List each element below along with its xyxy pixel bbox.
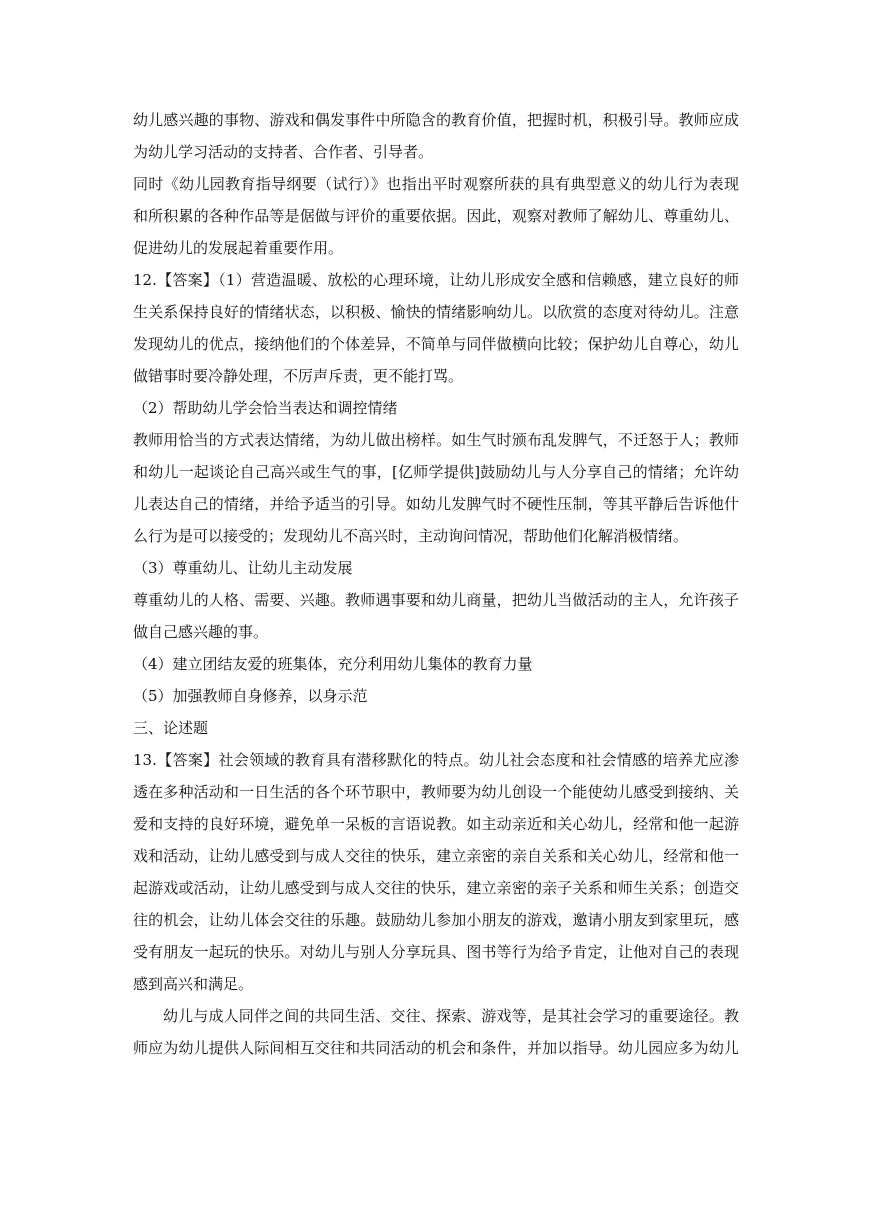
text-line: 和幼儿一起谈论自己高兴或生气的事，[亿师学提供]鼓励幼儿与人分享自己的情绪；允许幼	[133, 463, 739, 481]
text-line: 尊重幼儿的人格、需要、兴趣。教师遇事要和幼儿商量，把幼儿当做活动的主人，允许孩子	[133, 591, 739, 609]
section-title: 三、论述题	[133, 719, 209, 737]
paragraph-2	[133, 168, 739, 264]
text-line: 爱和支持的良好环境，避免单一呆板的言语说教。如主动亲近和关心幼儿，经常和他一起游	[133, 815, 739, 833]
text-line: （4）建立团结友爱的班集体，充分利用幼儿集体的教育力量	[133, 655, 533, 673]
text-line: （5）加强教师自身修养，以身示范	[133, 687, 368, 705]
point-2-body	[133, 424, 739, 552]
text-line: 和所积累的各种作品等是倨做与评价的重要依据。因此，观察对教师了解幼儿、尊重幼儿、	[133, 207, 739, 225]
point-4	[133, 648, 739, 680]
text-line: 感到高兴和满足。	[133, 975, 254, 993]
document-body	[133, 104, 739, 1064]
text-line: 师应为幼儿提供人际间相互交往和共同活动的机会和条件，并加以指导。幼儿园应多为幼儿	[133, 1039, 739, 1057]
text-line: 同时《幼儿园教育指导纲要（试行）》也指出平时观察所获的具有典型意义的幼儿行为表现	[133, 175, 739, 193]
point-5	[133, 680, 739, 712]
text-line: 13.【答案】社会领域的教育具有潜移默化的特点。幼儿社会态度和社会情感的培养尤应渗	[133, 751, 739, 769]
answer-13	[133, 744, 739, 1000]
text-line: 为幼儿学习活动的支持者、合作者、引导者。	[133, 143, 434, 161]
text-line: 幼儿感兴趣的事物、游戏和偶发事件中所隐含的教育价值，把握时机，积极引导。教师应成	[133, 111, 739, 129]
text-line: 往的机会，让幼儿体会交往的乐趣。鼓励幼儿参加小朋友的游戏，邀请小朋友到家里玩，感	[133, 911, 739, 929]
text-line: 透在多种活动和一日生活的各个环节职中，教师要为幼儿创设一个能使幼儿感受到接纳、关	[133, 783, 739, 801]
text-line: 促进幼儿的发展起着重要作用。	[133, 239, 344, 257]
text-line: 儿表达自己的情绪，并给予适当的引导。如幼儿发脾气时不硬性压制，等其平静后告诉他什	[133, 495, 739, 513]
section-heading-essay	[133, 712, 739, 744]
text-line: 生关系保持良好的情绪状态，以积极、愉快的情绪影响幼儿。以欣赏的态度对待幼儿。注意	[133, 303, 739, 321]
point-3-heading	[133, 552, 739, 584]
text-line: 受有朋友一起玩的快乐。对幼儿与别人分享玩具、图书等行为给予肯定，让他对自己的表现	[133, 943, 739, 961]
paragraph-1	[133, 104, 739, 168]
text-line: 做自己感兴趣的事。	[133, 623, 269, 641]
text-line: 幼儿与成人同伴之间的共同生活、交往、探索、游戏等，是其社会学习的重要途径。教	[163, 1007, 739, 1025]
point-2-heading	[133, 392, 739, 424]
text-line: 戏和活动，让幼儿感受到与成人交往的快乐，建立亲密的亲自关系和关心幼儿，经常和他一	[133, 847, 739, 865]
text-line: （2）帮助幼儿学会恰当表达和调控情绪	[133, 399, 398, 417]
text-line: 做错事时要冷静处理，不厉声斥责，更不能打骂。	[133, 367, 464, 385]
text-line: （3）尊重幼儿、让幼儿主动发展	[133, 559, 353, 577]
text-line: 么行为是可以接受的；发现幼儿不高兴时，主动询问情况，帮助他们化解消极情绪。	[133, 527, 689, 545]
answer-12	[133, 264, 739, 392]
text-line: 发现幼儿的优点，接纳他们的个体差异，不简单与同伴做横向比较；保护幼儿自尊心，幼儿	[133, 335, 739, 353]
text-line: 教师用恰当的方式表达情绪，为幼儿做出榜样。如生气时颁布乱发脾气，不迁怒于人；教师	[133, 431, 739, 449]
text-line: 12.【答案】（1）营造温暖、放松的心理环境，让幼儿形成安全感和信赖感，建立良好的师	[133, 271, 739, 289]
text-line: 起游戏或活动，让幼儿感受到与成人交往的快乐，建立亲密的亲子关系和师生关系；创造交	[133, 879, 739, 897]
paragraph-final	[133, 1000, 739, 1064]
point-3-body	[133, 584, 739, 648]
